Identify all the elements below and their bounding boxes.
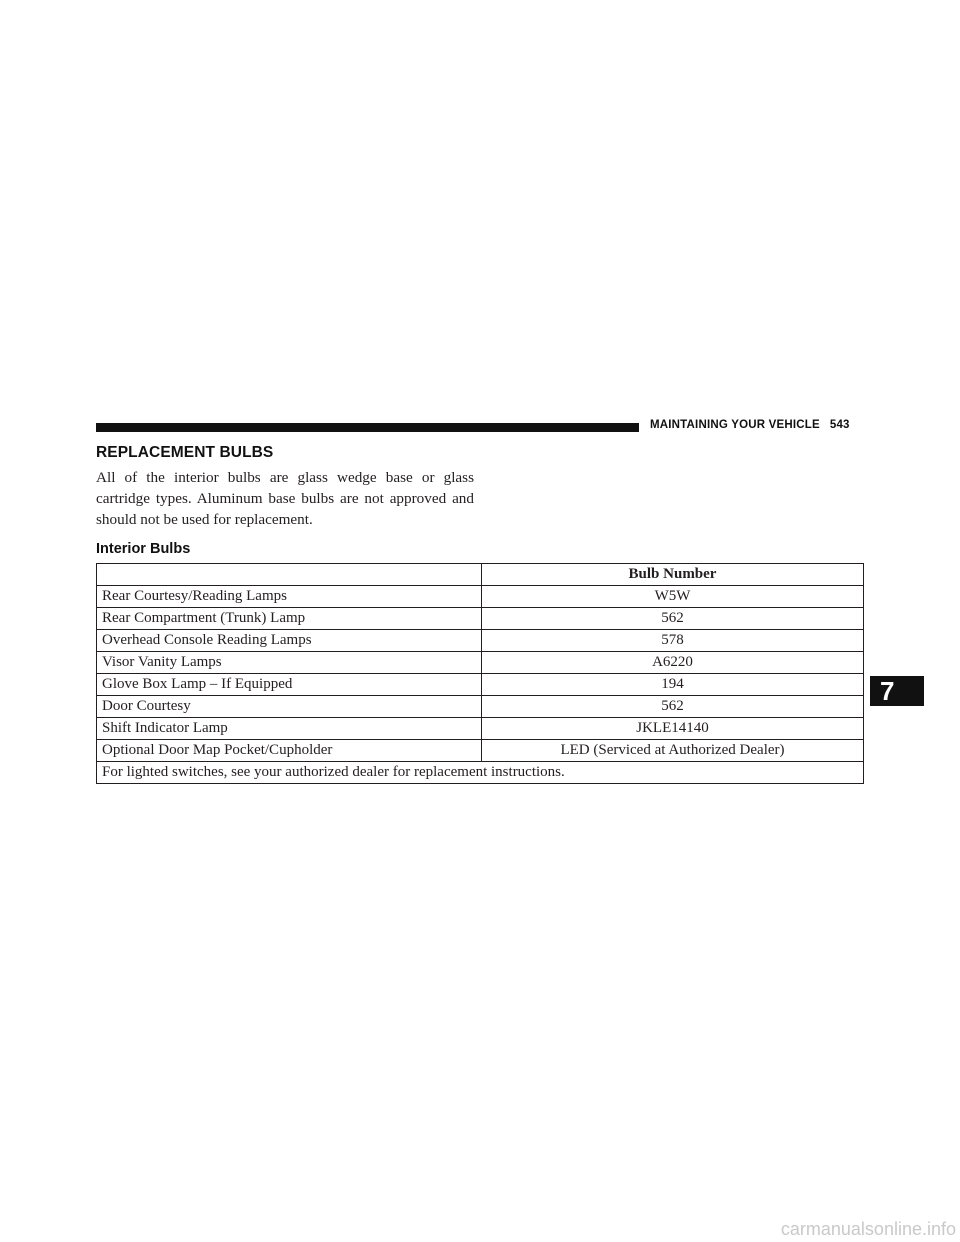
bulb-number-cell: 578 (482, 630, 864, 652)
lamp-name-cell: Door Courtesy (97, 696, 482, 718)
lamp-name-cell: Shift Indicator Lamp (97, 718, 482, 740)
bulb-number-cell: LED (Serviced at Authorized Dealer) (482, 740, 864, 762)
column-header-bulb-number: Bulb Number (482, 564, 864, 586)
running-header (650, 419, 850, 431)
table-row (97, 586, 864, 608)
bulb-number-cell: 194 (482, 674, 864, 696)
bulb-number-cell: JKLE14140 (482, 718, 864, 740)
table-row (97, 630, 864, 652)
watermark: carmanualsonline.info (780, 1219, 956, 1239)
table-note-row (97, 762, 864, 784)
table-title: Interior Bulbs (96, 541, 191, 557)
bulb-number-cell: 562 (482, 696, 864, 718)
table-row (97, 696, 864, 718)
lamp-name-cell: Rear Compartment (Trunk) Lamp (97, 608, 482, 630)
table-row (97, 674, 864, 696)
lamp-name-cell: Glove Box Lamp – If Equipped (97, 674, 482, 696)
bulb-number-cell: 562 (482, 608, 864, 630)
table-body (97, 586, 864, 784)
table-note: For lighted switches, see your authorized dealer for replacement instructions. (97, 762, 864, 784)
table-header-row (97, 564, 864, 586)
intro-paragraph: All of the interior bulbs are glass wedge base or glass cartridge types. Aluminum base bulbs are not approved and should not be used for replacement. (96, 469, 474, 528)
header-section-title: MAINTAINING YOUR VEHICLE (650, 419, 820, 431)
header-empty-cell (97, 564, 482, 586)
bulb-number-cell: W5W (482, 586, 864, 608)
lamp-name-cell: Overhead Console Reading Lamps (97, 630, 482, 652)
bulb-number-cell: A6220 (482, 652, 864, 674)
table-row (97, 718, 864, 740)
table-row (97, 740, 864, 762)
section-title: REPLACEMENT BULBS (96, 444, 274, 461)
lamp-name-cell: Optional Door Map Pocket/Cupholder (97, 740, 482, 762)
table-row (97, 608, 864, 630)
header-rule (96, 423, 639, 432)
lamp-name-cell: Rear Courtesy/Reading Lamps (97, 586, 482, 608)
page-number: 543 (829, 419, 850, 431)
interior-bulbs-table (96, 563, 864, 784)
lamp-name-cell: Visor Vanity Lamps (97, 652, 482, 674)
table-row (97, 652, 864, 674)
chapter-tab: 7 (870, 676, 924, 706)
